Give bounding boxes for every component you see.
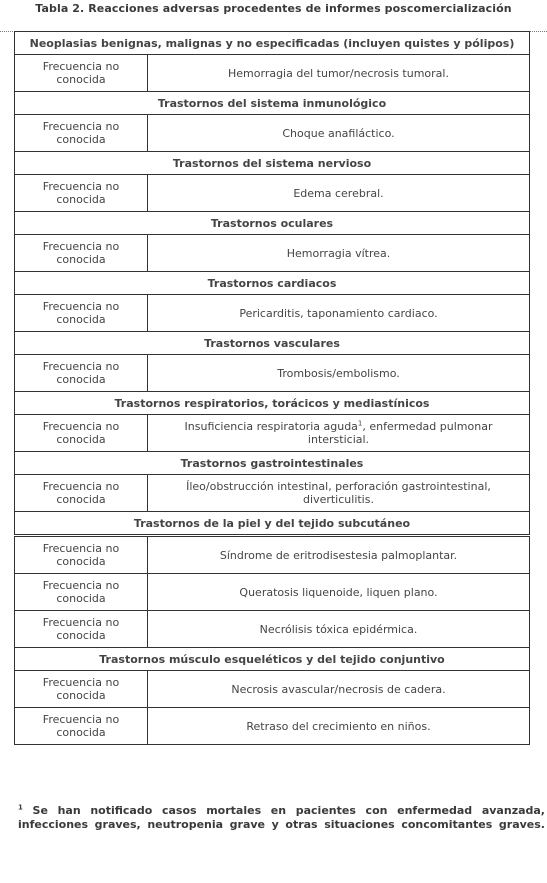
reaction-cell — [148, 415, 530, 452]
reaction-cell: Pericarditis, taponamiento cardiaco. — [148, 295, 530, 332]
section-header: Trastornos vasculares — [15, 332, 530, 355]
section-header-row — [15, 392, 530, 415]
section-header-row — [15, 92, 530, 115]
section-header-row — [15, 212, 530, 235]
table-row — [15, 55, 530, 92]
section-header-row — [15, 32, 530, 55]
reaction-text: Insuficiencia respiratoria aguda — [184, 420, 358, 433]
reaction-cell: Hemorragia del tumor/necrosis tumoral. — [148, 55, 530, 92]
reaction-cell: Síndrome de eritrodisestesia palmoplantar. — [148, 536, 530, 574]
table-row — [15, 355, 530, 392]
section-header: Trastornos gastrointestinales — [15, 452, 530, 475]
section-header: Trastornos de la piel y del tejido subcutáneo — [15, 512, 530, 536]
section-header: Trastornos oculares — [15, 212, 530, 235]
reaction-cell: Trombosis/embolismo. — [148, 355, 530, 392]
frequency-cell: Frecuencia no conocida — [15, 611, 148, 648]
frequency-cell: Frecuencia no conocida — [15, 295, 148, 332]
footnote-text: Se han notificado casos mortales en pacientes con enfermedad avanzada, infecciones graves, neutropenia grave y otras situaciones concomitantes graves. — [18, 804, 545, 831]
section-header-row — [15, 152, 530, 175]
section-header-row — [15, 512, 530, 536]
table-row — [15, 295, 530, 332]
reaction-text-continued: , enfermedad pulmonar intersticial. — [307, 420, 493, 446]
frequency-cell: Frecuencia no conocida — [15, 415, 148, 452]
section-header-row — [15, 452, 530, 475]
section-header: Trastornos músculo esqueléticos y del tejido conjuntivo — [15, 648, 530, 671]
table-row — [15, 115, 530, 152]
table-row — [15, 708, 530, 745]
frequency-cell: Frecuencia no conocida — [15, 475, 148, 512]
table-row — [15, 671, 530, 708]
table-row — [15, 175, 530, 212]
reaction-cell: Edema cerebral. — [148, 175, 530, 212]
footnote-marker: 1 — [357, 419, 363, 428]
reaction-cell: Necrólisis tóxica epidérmica. — [148, 611, 530, 648]
table-row — [15, 574, 530, 611]
reaction-cell: Retraso del crecimiento en niños. — [148, 708, 530, 745]
table-row — [15, 235, 530, 272]
adverse-reactions-table — [14, 31, 530, 745]
reaction-cell: Necrosis avascular/necrosis de cadera. — [148, 671, 530, 708]
frequency-cell: Frecuencia no conocida — [15, 55, 148, 92]
section-header: Trastornos del sistema nervioso — [15, 152, 530, 175]
section-header-row — [15, 272, 530, 295]
section-header-row — [15, 332, 530, 355]
section-header: Trastornos respiratorios, torácicos y mediastínicos — [15, 392, 530, 415]
table-row — [15, 611, 530, 648]
reaction-cell: Íleo/obstrucción intestinal, perforación gastrointestinal, diverticulitis. — [148, 475, 530, 512]
footnote — [18, 804, 545, 846]
frequency-cell: Frecuencia no conocida — [15, 175, 148, 212]
frequency-cell: Frecuencia no conocida — [15, 708, 148, 745]
frequency-cell: Frecuencia no conocida — [15, 536, 148, 574]
frequency-cell: Frecuencia no conocida — [15, 235, 148, 272]
table-row — [15, 415, 530, 452]
section-header-row — [15, 648, 530, 671]
table-title: Tabla 2. Reacciones adversas procedentes de informes poscomercialización — [35, 2, 512, 15]
footnote-marker: 1 — [18, 803, 23, 812]
frequency-cell: Frecuencia no conocida — [15, 574, 148, 611]
reaction-cell: Hemorragia vítrea. — [148, 235, 530, 272]
reaction-cell: Queratosis liquenoide, liquen plano. — [148, 574, 530, 611]
section-header: Trastornos del sistema inmunológico — [15, 92, 530, 115]
reaction-cell: Choque anafiláctico. — [148, 115, 530, 152]
frequency-cell: Frecuencia no conocida — [15, 671, 148, 708]
section-header: Trastornos cardiacos — [15, 272, 530, 295]
table-row — [15, 475, 530, 512]
frequency-cell: Frecuencia no conocida — [15, 355, 148, 392]
section-header: Neoplasias benignas, malignas y no especificadas (incluyen quistes y pólipos) — [15, 32, 530, 55]
table-row — [15, 536, 530, 574]
frequency-cell: Frecuencia no conocida — [15, 115, 148, 152]
